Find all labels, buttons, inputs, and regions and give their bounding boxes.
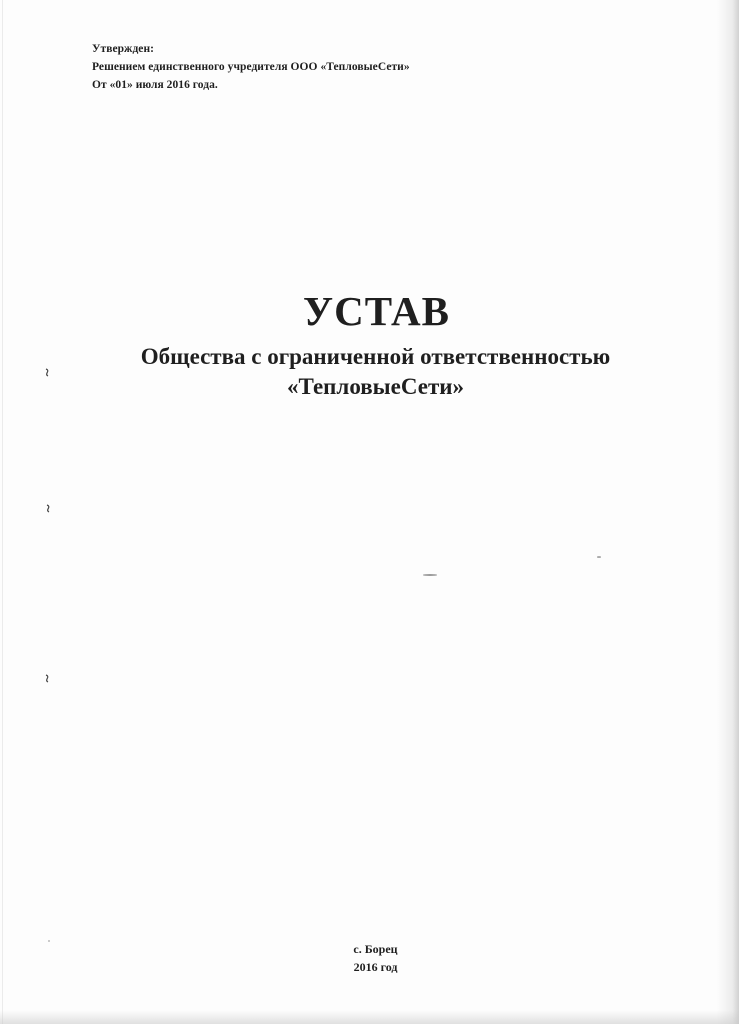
approval-stamp-text [92,40,410,94]
binding-mark-3 [45,674,50,683]
scan-speck [597,556,601,558]
title-block [0,287,739,402]
place-name: с. Борец [353,942,398,956]
scan-bottom-edge-shadow [0,1010,739,1024]
document-title: УСТАВ [303,288,450,334]
binding-mark-2 [46,504,51,513]
subtitle-line-1: Общества с ограниченной ответственностью [140,344,611,369]
scan-speck [423,574,437,576]
document-subtitle [0,342,739,402]
scan-right-edge-shadow [717,0,739,1024]
approval-label: Утвержден: [92,43,155,55]
approval-decision: Решением единственного учредителя ООО «ТепловыеСети» [92,61,410,73]
scan-left-edge [2,0,3,1024]
place-and-year [0,940,739,976]
document-year: 2016 год [353,960,398,974]
approval-date: От «01» июля 2016 года. [92,79,218,91]
subtitle-line-2: «ТепловыеСети» [287,374,464,399]
